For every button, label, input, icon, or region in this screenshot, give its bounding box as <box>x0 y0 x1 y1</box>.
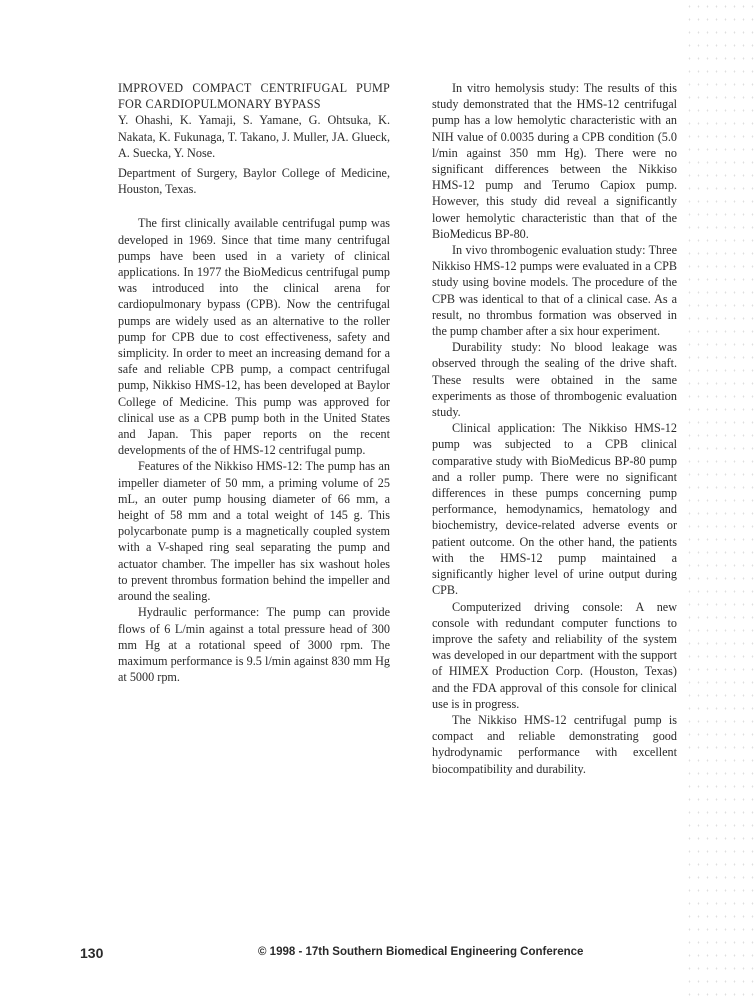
paragraph-durability-study: Durability study: No blood leakage was observed through the sealing of the drive shaft. These results were obtained in the same experiments as those of thrombogenic evaluation study. <box>432 340 677 420</box>
paragraph-driving-console: Computerized driving console: A new console with redundant computer functions to improve the safety and reliability of the system was developed in our department with the support of HIMEX Production Corp. (Houston, Texas) and the FDA approval of this console for clinical use is in progress. <box>432 599 677 711</box>
paper-title: IMPROVED COMPACT CENTRIFUGAL PUMP FOR CARDIOPULMONARY BYPASS <box>118 81 390 112</box>
paragraph-features: Features of the Nikkiso HMS-12: The pump has an impeller diameter of 50 mm, a priming volume of 25 mL, an outer pump housing diameter of 66 mm, a height of 58 mm and a total weight of 145 g. This polycarbonate pump is a magnetically coupled system with a V-shaped ring seal separating the pump and actuator chamber. The impeller has six washout holes to prevent thrombus formation behind the impeller and around the sealing. <box>118 459 390 604</box>
paragraph-introduction: The first clinically available centrifugal pump was developed in 1969. Since that time many centrifugal pumps have been used in a variety of clinical applications. In 1977 the BioMedicus centrifugal pump was introduced into the clinical arena for cardiopulmonary bypass (CPB). Now the centrifugal pumps are widely used as an alternative to the roller pump for CPB due to cost effectiveness, safety and simplicity. In order to meet an increasing demand for a safe and reliable CPB pump, a compact centrifugal pump, Nikkiso HMS-12, has been developed at Baylor College of Medicine. This pump was approved for clinical use as a CPB pump both in the United States and Japan. This paper reports on the recent developments of the of HMS-12 centrifugal pump. <box>118 216 390 458</box>
paragraph-thrombogenic-study: In vivo thrombogenic evaluation study: Three Nikkiso HMS-12 pumps were evaluated in a CPB study using bovine models. The procedure of the CPB was identical to that of a clinical case. As a result, no thrombus formation was observed in the pump chamber after a six hour experiment. <box>432 243 677 339</box>
left-column <box>118 80 390 685</box>
paragraph-conclusion: The Nikkiso HMS-12 centrifugal pump is compact and reliable demonstrating good hydrodynamic performance with excellent biocompatibility and durability. <box>432 712 677 776</box>
author-list: Y. Ohashi, K. Yamaji, S. Yamane, G. Ohtsuka, K. Nakata, K. Fukunaga, T. Takano, J. Muller, JA. Glueck, A. Suecka, Y. Nose. <box>118 113 390 160</box>
paragraph-clinical-application: Clinical application: The Nikkiso HMS-12 pump was subjected to a CPB clinical comparative study with BioMedicus BP-80 pump and a roller pump. There were no significant differences in these pumps concerning pump performance, hemodynamics, hematology and biochemistry, device-related adverse events or patient outcome. On the other hand, the patients with the HMS-12 pump maintained a significantly higher level of urine output during CPB. <box>432 421 677 598</box>
page-number: 130 <box>80 945 104 961</box>
right-column <box>432 80 677 777</box>
paragraph-hydraulic-performance: Hydraulic performance: The pump can provide flows of 6 L/min against a total pressure head of 300 mm Hg at a rotational speed of 3000 rpm. The maximum performance is 9.5 l/min against 830 mm Hg at 5000 rpm. <box>118 605 390 685</box>
conference-credit: © 1998 - 17th Southern Biomedical Engineering Conference <box>258 946 584 958</box>
affiliation: Department of Surgery, Baylor College of Medicine, Houston, Texas. <box>118 166 390 197</box>
paragraph-hemolysis-study: In vitro hemolysis study: The results of this study demonstrated that the HMS-12 centrifugal pump has a low hemolytic characteristic with an NIH value of 0.0035 during a CPB condition (5.0 l/min against 350 mm Hg). There were no significant differences between the Nikkiso HMS-12 pump and Terumo Capiox pump. However, this study did reveal a significantly lower hemolytic characteristic than that of the BioMedicus BP-80. <box>432 81 677 241</box>
scan-speckle-decoration <box>685 0 755 1000</box>
page-footer <box>0 945 755 965</box>
